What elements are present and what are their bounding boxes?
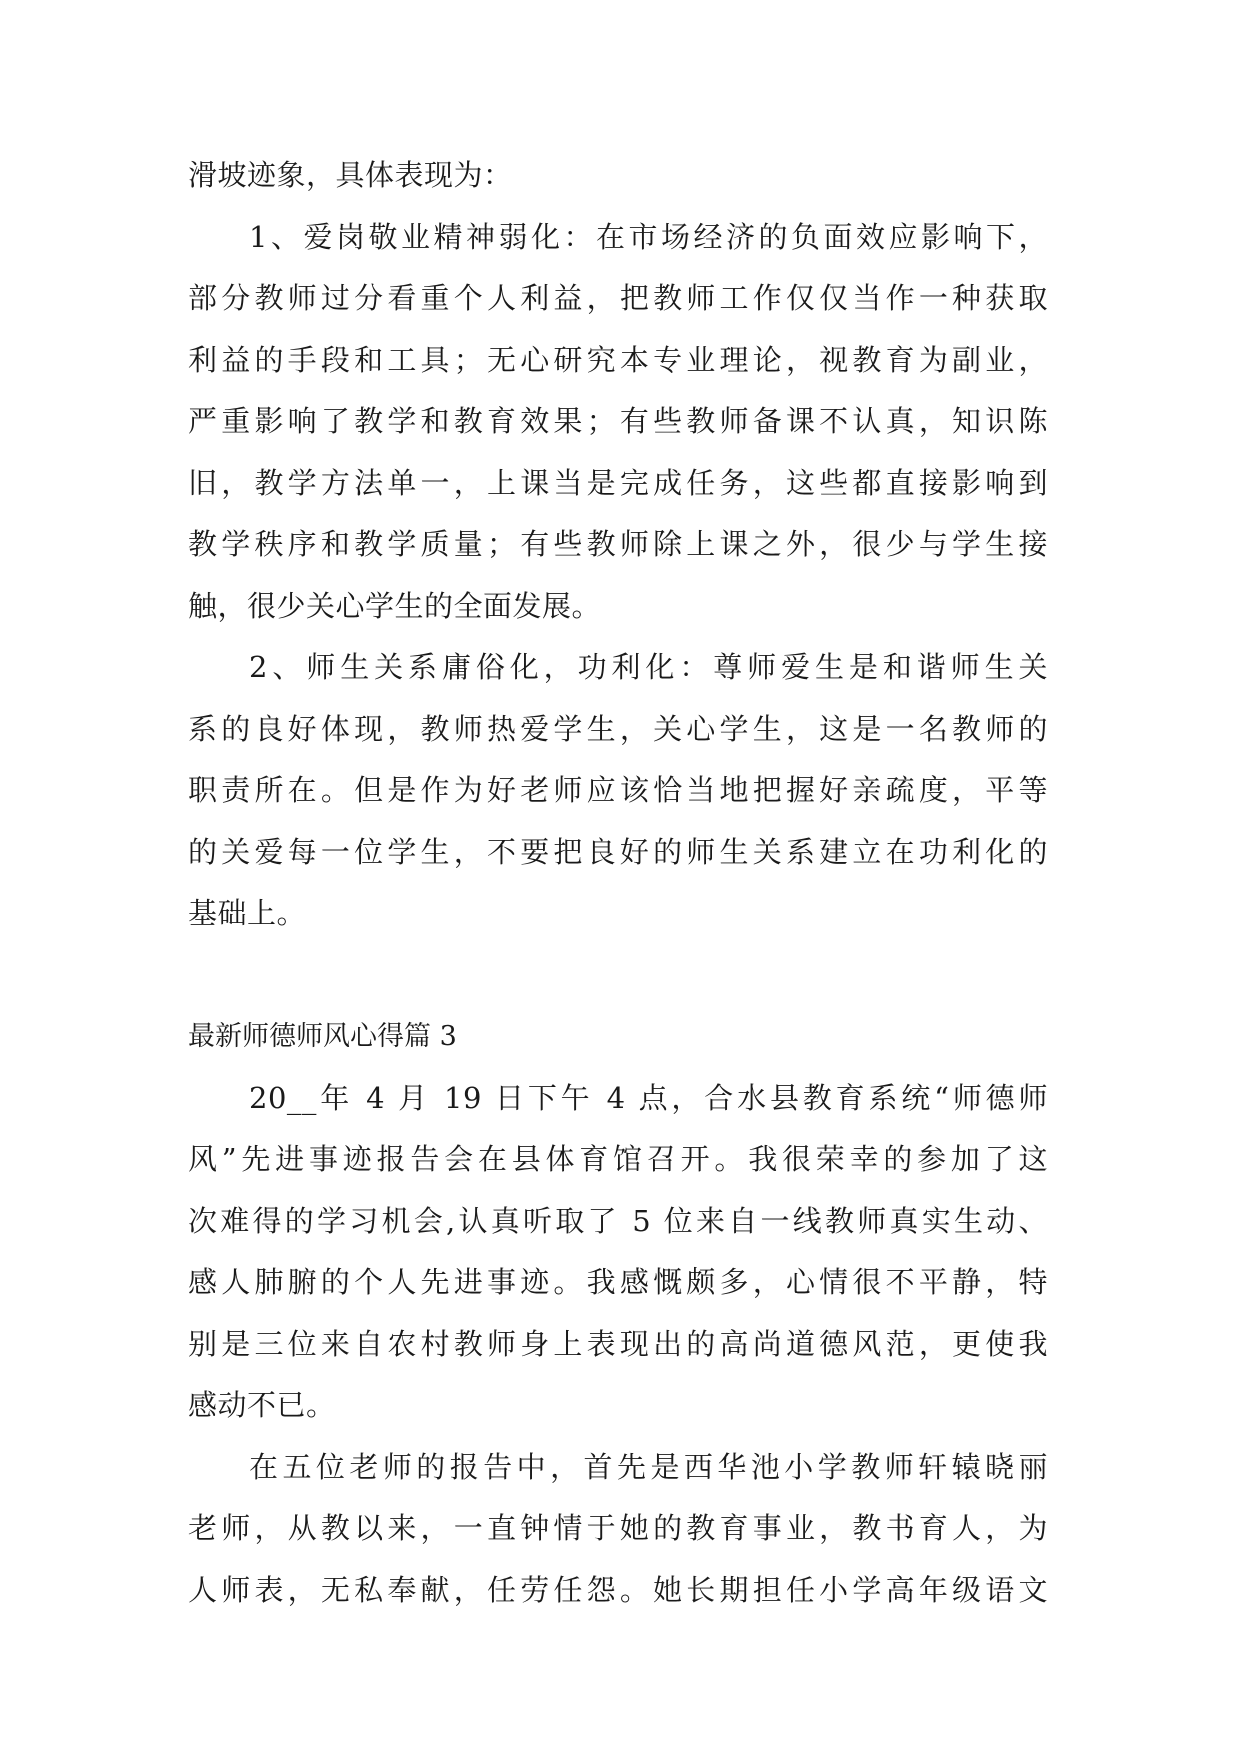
text-line: 在五位老师的报告中，首先是西华池小学教师轩辕晓丽: [249, 1449, 1048, 1484]
text-line: 教学秩序和教学质量；有些教师除上课之外，很少与学生接: [188, 527, 1048, 561]
text-line: 感人肺腑的个人先进事迹。我感慨颇多，心情很不平静，特: [188, 1265, 1048, 1299]
text-line: 次难得的学习机会,认真听取了 5 位来自一线教师真实生动、: [188, 1203, 1048, 1238]
text-line: 触，很少关心学生的全面发展。: [188, 588, 602, 623]
section-gap: [188, 955, 1048, 1017]
text-line: 20__年 4 月 19 日下午 4 点，合水县教育系统“师德师: [249, 1080, 1048, 1115]
text-line: 旧，教学方法单一，上课当是完成任务，这些都直接影响到: [188, 465, 1048, 500]
text-line: 1、爱岗敬业精神弱化：在市场经济的负面效应影响下，: [249, 219, 1048, 254]
document-page: [188, 155, 1048, 1631]
text-line: 的关爱每一位学生，不要把良好的师生关系建立在功利化的: [188, 834, 1048, 869]
text-line: 人师表，无私奉献，任劳任怨。她长期担任小学高年级语文: [188, 1572, 1048, 1607]
text-line: 严重影响了教学和教育效果；有些教师备课不认真，知识陈: [188, 404, 1048, 438]
text-line: 2、师生关系庸俗化，功利化：尊师爱生是和谐师生关: [249, 650, 1048, 684]
section-heading: 最新师德师风心得篇 3: [188, 1021, 457, 1052]
text-line: 系的良好体现，教师热爱学生，关心学生，这是一名教师的: [188, 711, 1048, 746]
text-line: 滑坡迹象，具体表现为：: [188, 158, 513, 192]
text-line: 别是三位来自农村教师身上表现出的高尚道德风范，更使我: [188, 1326, 1048, 1361]
text-line: 风”先进事迹报告会在县体育馆召开。我很荣幸的参加了这: [188, 1142, 1048, 1176]
text-line: 老师，从教以来，一直钟情于她的教育事业，教书育人，为: [188, 1511, 1048, 1545]
text-line: 基础上。: [188, 896, 307, 930]
text-line: 感动不已。: [188, 1388, 336, 1422]
text-line: 利益的手段和工具；无心研究本专业理论，视教育为副业，: [188, 342, 1048, 377]
text-line: 部分教师过分看重个人利益，把教师工作仅仅当作一种获取: [188, 281, 1048, 315]
text-line: 职责所在。但是作为好老师应该恰当地把握好亲疏度，平等: [188, 773, 1048, 807]
